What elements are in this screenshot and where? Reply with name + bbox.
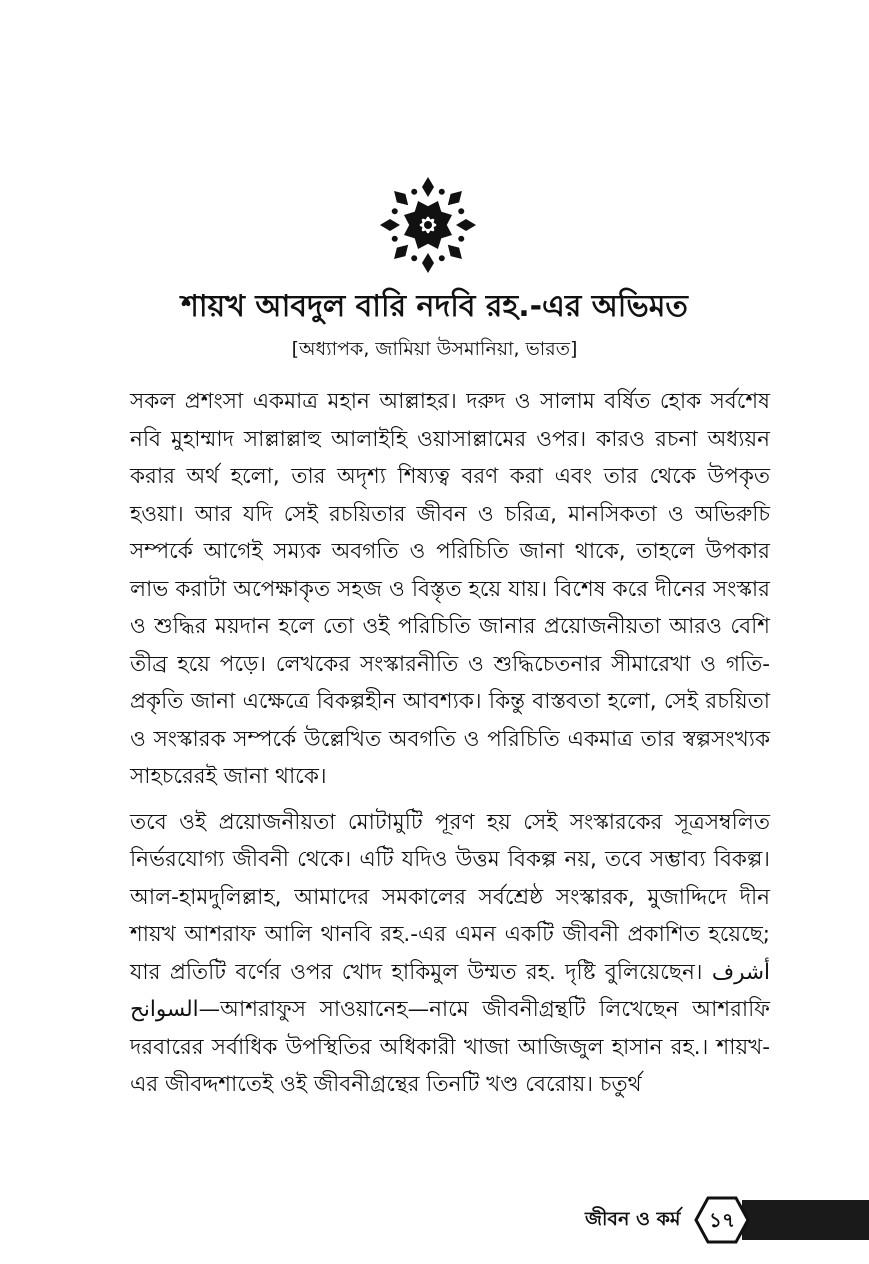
page-title: শায়খ আবদুল বারি নদবি রহ.-এর অভিমত	[181, 289, 688, 324]
paragraph-1: সকল প্রশংসা একমাত্র মহান আল্লাহর। দরুদ ও সালাম বর্ষিত হোক সর্বশেষ নবি মুহাম্মাদ সাল্লাল্লাহু আলাইহি ওয়াসাল্লামের ওপর। কারও রচনা অধ্যয়ন করার অর্থ হলো, তার অদৃশ্য শিষ্যত্ব বরণ করা এবং তার থেকে উপকৃত হওয়া। আর যদি সেই রচয়িতার জীবন ও চরিত্র, মানসিকতা ও অভিরুচি সম্পর্কে আগেই সম্যক অবগতি ও পরিচিতি জানা থাকে, তাহলে উপকার লাভ করাটা অপেক্ষাকৃত সহজ ও বিস্তৃত হয়ে যায়। বিশেষ করে দীনের সংস্কার ও শুদ্ধির ময়দান হলে তো ওই পরিচিতি জানার প্রয়োজনীয়তা আরও বেশি তীব্র হয়ে পড়ে। লেখকের সংস্কারনীতি ও শুদ্ধিচেতনার সীমারেখা ও গতি-প্রকৃতি জানা এক্ষেত্রে বিকল্পহীন আবশ্যক। কিন্তু বাস্তবতা হলো, সেই রচয়িতা ও সংস্কারক সম্পর্কে উল্লেখিত অবগতি ও পরিচিতি একমাত্র তার স্বল্পসংখ্যক সাহচরেরই জানা থাকে।	[130, 389, 770, 789]
footer-label: জীবন ও কর্ম	[585, 1208, 681, 1230]
body-text	[130, 383, 770, 1112]
paragraph-2-part-2: —আশরাফুস সাওয়ানেহ—নামে জীবনীগ্রন্থটি লিখেছেন আশরাফি দরবারের সর্বাধিক উপস্থিতির অধিকারী খাজা আজিজুল হাসান রহ.। শায়খ-এর জীবদ্দশাতেই ওই জীবনীগ্রন্থের তিনটি খণ্ড বেরোয়। চতুর্থ	[130, 997, 770, 1097]
footer-bar	[742, 1200, 869, 1240]
page-number: ১৭	[709, 1208, 735, 1232]
page-subtitle: [অধ্যাপক, জামিয়া উসমানিয়া, ভারত]	[291, 338, 578, 360]
floral-ornament-icon	[378, 175, 478, 275]
arabic-book-title: أشرف السوانح	[130, 959, 770, 1022]
paragraph-2-part-1: তবে ওই প্রয়োজনীয়তা মোটামুটি পূরণ হয় সেই সংস্কারকের সূত্রসম্বলিত নির্ভরযোগ্য জীবনী থেকে। এটি যদিও উত্তম বিকল্প নয়, তবে সম্ভাব্য বিকল্প। আল-হামদুলিল্লাহ, আমাদের সমকালের সর্বশ্রেষ্ঠ সংস্কারক, মুজাদ্দিদে দীন শায়খ আশরাফ আলি থানবি রহ.-এর এমন একটি জীবনী প্রকাশিত হয়েছে; যার প্রতিটি বর্ণের ওপর খোদ হাকিমুল উম্মত রহ. দৃষ্টি বুলিয়েছেন।	[130, 809, 770, 985]
paragraph-2	[130, 804, 770, 1104]
